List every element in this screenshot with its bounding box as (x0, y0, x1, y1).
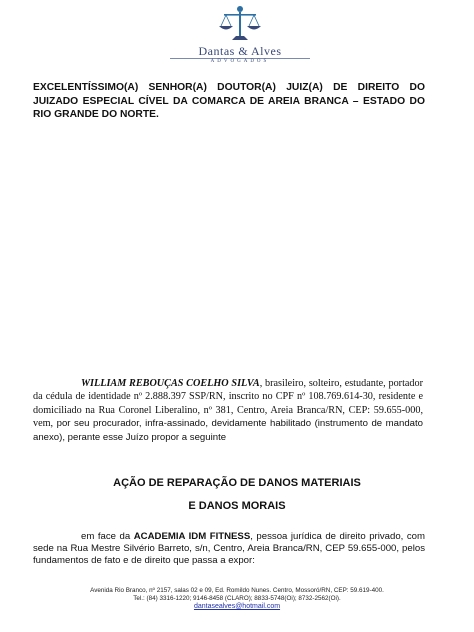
footer-email-line (0, 603, 474, 611)
action-title-line-2: E DANOS MORAIS (188, 500, 286, 512)
party-qualification-paragraph (33, 377, 423, 444)
action-title-line-1: AÇÃO DE REPARAÇÃO DE DANOS MATERIAIS (113, 477, 361, 489)
footer-address: Avenida Rio Branco, nº 2157, salas 02 e 09, Ed. Romildo Nunes. Centro, Mossoró/RN, CEP: 59.619-400. (90, 587, 384, 594)
scales-of-justice-icon (210, 0, 270, 46)
qualification-details: , brasileiro, solteiro, estudante, portador da cédula de identidade nº 2.888.397 SSP/RN, inscrito no CPF nº 108.769.614-30, residente e domiciliado na Rua Coronel Liberalino, nº 381, Centro, Areia Branca/RN, CEP: 59.655-000, vem, (33, 378, 423, 430)
firm-subtitle: ADVOGADOS (210, 59, 270, 64)
defendant-details: , pessoa jurídica de direito privado, com sede na Rua Mestre Silvério Barreto, s/n, Centro, Areia Branca/RN, CEP 59.655-000, pelos fundamentos de fato e de direito que passa a expor: (33, 531, 425, 567)
party-name: WILLIAM REBOUÇAS COELHO SILVA (81, 378, 260, 389)
defendant-paragraph (33, 531, 425, 568)
court-address-heading: EXCELENTÍSSIMO(A) SENHOR(A) DOUTOR(A) JUIZ(A) DE DIREITO DO JUIZADO ESPECIAL CÍVEL DA COMARCA DE AREIA BRANCA – ESTADO DO RIO GRANDE DO NORTE. (33, 82, 425, 120)
firm-logo (150, 0, 330, 62)
defendant-prefix: em face da (81, 531, 134, 542)
firm-name: Dantas & Alves (198, 44, 282, 58)
qualification-closing: por seu procurador, infra-assinado, devidamente habilitado (instrumento de mandato anexo), perante esse Juízo propor a seguinte (33, 418, 423, 443)
footer-email-link[interactable]: dantasealves@hotmail.com (193, 603, 281, 610)
footer-phones: Tel.: (84) 3316-1220; 9146-8458 (CLARO); 8833-5748(Oi); 8732-2562(Oi). (133, 595, 341, 602)
defendant-name: ACADEMIA IDM FITNESS (133, 531, 251, 542)
